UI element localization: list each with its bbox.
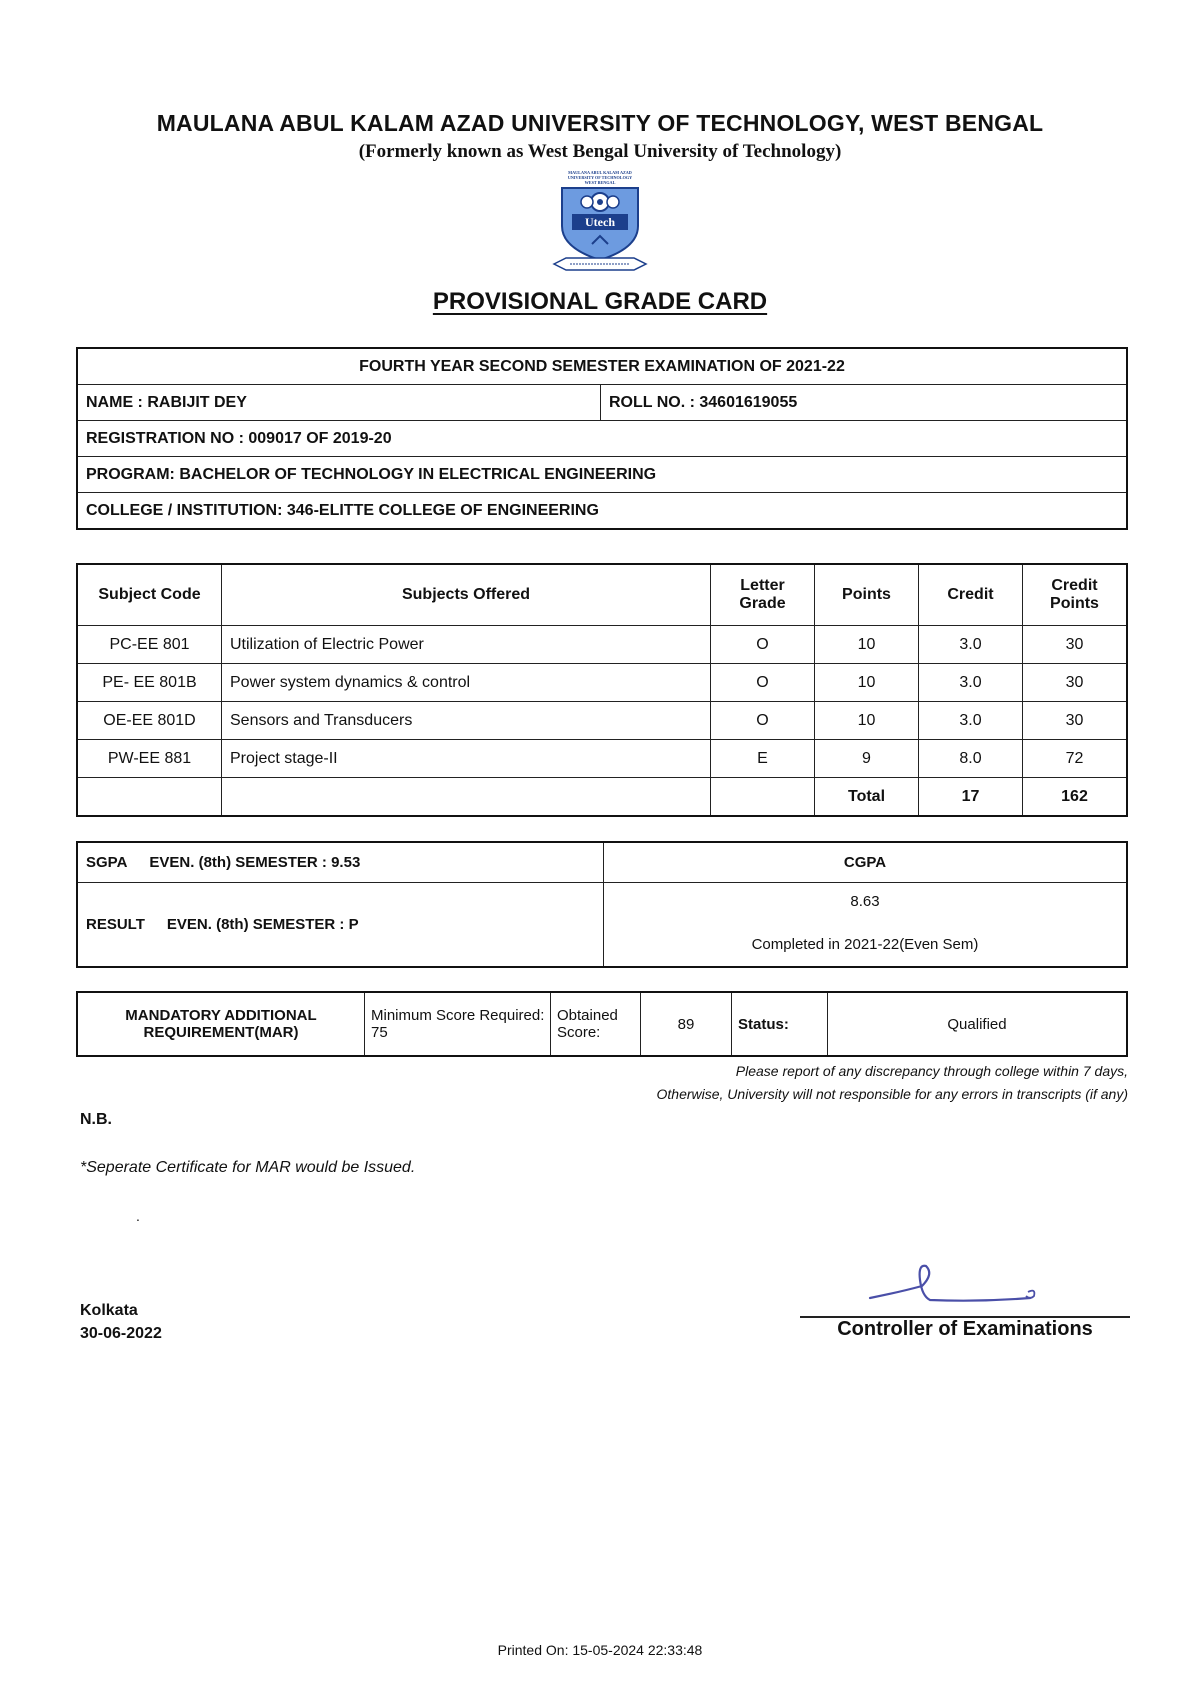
mar-label: MANDATORY ADDITIONAL REQUIREMENT(MAR) xyxy=(77,992,365,1056)
grades-table xyxy=(76,563,1128,817)
university-name: MAULANA ABUL KALAM AZAD UNIVERSITY OF TECHNOLOGY, WEST BENGAL xyxy=(156,110,1044,136)
points: 9 xyxy=(815,740,919,778)
mar-status-value: Qualified xyxy=(828,992,1128,1056)
col-subject-code: Subject Code xyxy=(77,564,222,626)
points: 10 xyxy=(815,664,919,702)
credit-points: 30 xyxy=(1023,664,1128,702)
subject-code: OE-EE 801D xyxy=(77,702,222,740)
sgpa-cell xyxy=(77,842,604,883)
table-row xyxy=(77,702,1127,740)
page-title: PROVISIONAL GRADE CARD xyxy=(432,288,768,315)
credit-points: 72 xyxy=(1023,740,1128,778)
credit: 3.0 xyxy=(919,664,1023,702)
controller-signature xyxy=(860,1262,1060,1312)
college: COLLEGE / INSTITUTION: 346-ELITTE COLLEGE OF ENGINEERING xyxy=(77,493,1127,530)
mar-status-label: Status: xyxy=(732,992,828,1056)
program: PROGRAM: BACHELOR OF TECHNOLOGY IN ELECTRICAL ENGINEERING xyxy=(77,457,1127,493)
letter-grade: E xyxy=(711,740,815,778)
cgpa-cell xyxy=(604,883,1128,968)
total-credit: 17 xyxy=(919,778,1023,817)
mar-table xyxy=(76,991,1128,1057)
subject-name: Sensors and Transducers xyxy=(222,702,711,740)
university-former-name: (Formerly known as West Bengal University of Technology) xyxy=(358,141,842,162)
col-credit-points: Credit Points xyxy=(1023,564,1128,626)
subject-code: PW-EE 881 xyxy=(77,740,222,778)
sgpa-value: EVEN. (8th) SEMESTER : 9.53 xyxy=(149,854,361,871)
printed-on: Printed On: 15-05-2024 22:33:48 xyxy=(497,1642,703,1658)
student-name: NAME : RABIJIT DEY xyxy=(77,385,601,421)
points: 10 xyxy=(815,626,919,664)
exam-title: FOURTH YEAR SECOND SEMESTER EXAMINATION OF 2021-22 xyxy=(77,348,1127,385)
credit-points: 30 xyxy=(1023,626,1128,664)
grades-header-row xyxy=(77,564,1127,626)
letter-grade: O xyxy=(711,664,815,702)
university-logo xyxy=(548,168,652,280)
col-points: Points xyxy=(815,564,919,626)
student-info-table xyxy=(76,347,1128,530)
controller-label: Controller of Examinations xyxy=(837,1318,1093,1340)
cgpa-value: 8.63 xyxy=(850,893,880,910)
registration-number: REGISTRATION NO : 009017 OF 2019-20 xyxy=(77,421,1127,457)
credit: 3.0 xyxy=(919,626,1023,664)
dot-mark: . xyxy=(136,1208,140,1224)
logo-text: Utech xyxy=(585,215,615,229)
total-label: Total xyxy=(815,778,919,817)
credit-points: 30 xyxy=(1023,702,1128,740)
col-credit: Credit xyxy=(919,564,1023,626)
table-row xyxy=(77,740,1127,778)
total-row xyxy=(77,778,1127,817)
svg-text:UNIVERSITY OF TECHNOLOGY: UNIVERSITY OF TECHNOLOGY xyxy=(567,175,633,180)
table-row xyxy=(77,626,1127,664)
nb-label: N.B. xyxy=(80,1111,112,1128)
col-subjects-offered: Subjects Offered xyxy=(222,564,711,626)
total-credit-points: 162 xyxy=(1023,778,1128,817)
points: 10 xyxy=(815,702,919,740)
result-cell xyxy=(77,883,604,968)
credit: 8.0 xyxy=(919,740,1023,778)
svg-text:WEST BENGAL: WEST BENGAL xyxy=(584,180,616,185)
letter-grade: O xyxy=(711,626,815,664)
place: Kolkata xyxy=(80,1302,138,1319)
roll-number: ROLL NO. : 34601619055 xyxy=(601,385,1128,421)
subject-name: Power system dynamics & control xyxy=(222,664,711,702)
cgpa-label: CGPA xyxy=(604,842,1128,883)
subject-name: Project stage-II xyxy=(222,740,711,778)
mar-obtained-value: 89 xyxy=(641,992,732,1056)
svg-text:MAULANA ABUL KALAM AZAD: MAULANA ABUL KALAM AZAD xyxy=(568,170,632,175)
col-letter-grade: Letter Grade xyxy=(711,564,815,626)
mar-min-score: Minimum Score Required: 75 xyxy=(365,992,551,1056)
credit: 3.0 xyxy=(919,702,1023,740)
discrepancy-note-2: Otherwise, University will not responsible for any errors in transcripts (if any) xyxy=(656,1086,1128,1102)
issue-date: 30-06-2022 xyxy=(80,1325,162,1342)
completed-text: Completed in 2021-22(Even Sem) xyxy=(751,936,979,953)
subject-code: PE- EE 801B xyxy=(77,664,222,702)
result-label: RESULT xyxy=(86,916,145,933)
mar-certificate-note: *Seperate Certificate for MAR would be Issued. xyxy=(80,1159,416,1176)
mar-obtained-label: Obtained Score: xyxy=(551,992,641,1056)
subject-name: Utilization of Electric Power xyxy=(222,626,711,664)
letter-grade: O xyxy=(711,702,815,740)
table-row xyxy=(77,664,1127,702)
sgpa-label: SGPA xyxy=(86,854,128,871)
result-value: EVEN. (8th) SEMESTER : P xyxy=(166,916,359,933)
result-table xyxy=(76,841,1128,968)
subject-code: PC-EE 801 xyxy=(77,626,222,664)
discrepancy-note-1: Please report of any discrepancy through college within 7 days, xyxy=(735,1063,1128,1079)
